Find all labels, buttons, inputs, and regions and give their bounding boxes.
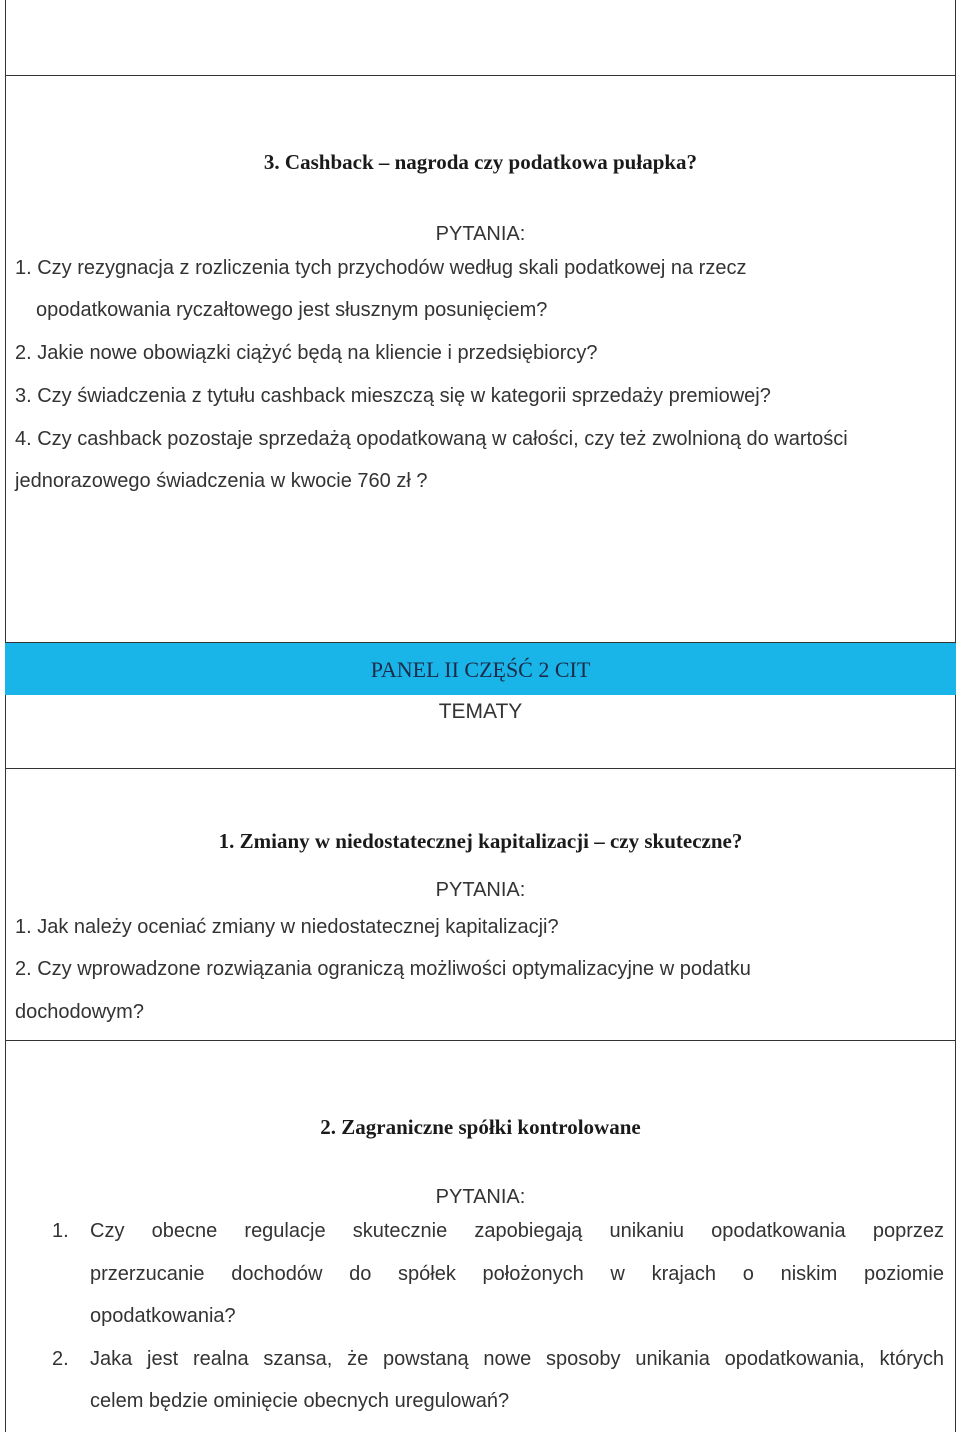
- question-line: opodatkowania?: [90, 1305, 236, 1327]
- topic-title: 2. Zagraniczne spółki kontrolowane: [320, 1115, 641, 1139]
- questions-label: PYTANIA:: [435, 1186, 526, 1208]
- questions-label: PYTANIA:: [435, 879, 526, 901]
- panel-title: PANEL II CZĘŚĆ 2 CIT: [370, 657, 591, 682]
- divider: [5, 75, 956, 76]
- question-line: dochodowym?: [15, 1001, 144, 1023]
- question-number: 2.: [52, 1348, 69, 1370]
- questions-label: PYTANIA:: [435, 223, 526, 245]
- panel-header: [5, 643, 956, 695]
- question-line: celem będzie ominięcie obecnych uregulowań?: [90, 1390, 510, 1412]
- panel-subtitle: TEMATY: [438, 700, 523, 723]
- question-line: 3. Czy świadczenia z tytułu cashback mieszczą się w kategorii sprzedaży premiowej?: [15, 385, 771, 407]
- question-line: przerzucanie dochodów do spółek położonych w krajach o niskim poziomie: [90, 1263, 944, 1285]
- question-line: 2. Jakie nowe obowiązki ciążyć będą na kliencie i przedsiębiorcy?: [15, 342, 598, 364]
- question-line: 1. Jak należy oceniać zmiany w niedostatecznej kapitalizacji?: [15, 916, 559, 938]
- question-line: Czy obecne regulacje skutecznie zapobiegają unikaniu opodatkowania poprzez: [90, 1220, 944, 1242]
- section-title: 3. Cashback – nagroda czy podatkowa pułapka?: [263, 150, 698, 174]
- divider: [5, 768, 956, 769]
- question-number: 1.: [52, 1220, 69, 1242]
- question-line: 2. Czy wprowadzone rozwiązania ograniczą możliwości optymalizacyjne w podatku: [15, 958, 751, 980]
- question-line: 1. Czy rezygnacja z rozliczenia tych przychodów według skali podatkowej na rzecz: [15, 257, 747, 279]
- question-line: 4. Czy cashback pozostaje sprzedażą opodatkowaną w całości, czy też zwolnioną do wartości: [15, 428, 848, 450]
- question-line: opodatkowania ryczałtowego jest słusznym posunięciem?: [36, 299, 548, 321]
- divider: [5, 1040, 956, 1041]
- topic-title: 1. Zmiany w niedostatecznej kapitalizacji – czy skuteczne?: [218, 829, 743, 853]
- question-line: jednorazowego świadczenia w kwocie 760 zł ?: [15, 470, 428, 492]
- question-line: Jaka jest realna szansa, że powstaną nowe sposoby unikania opodatkowania, których: [90, 1348, 944, 1370]
